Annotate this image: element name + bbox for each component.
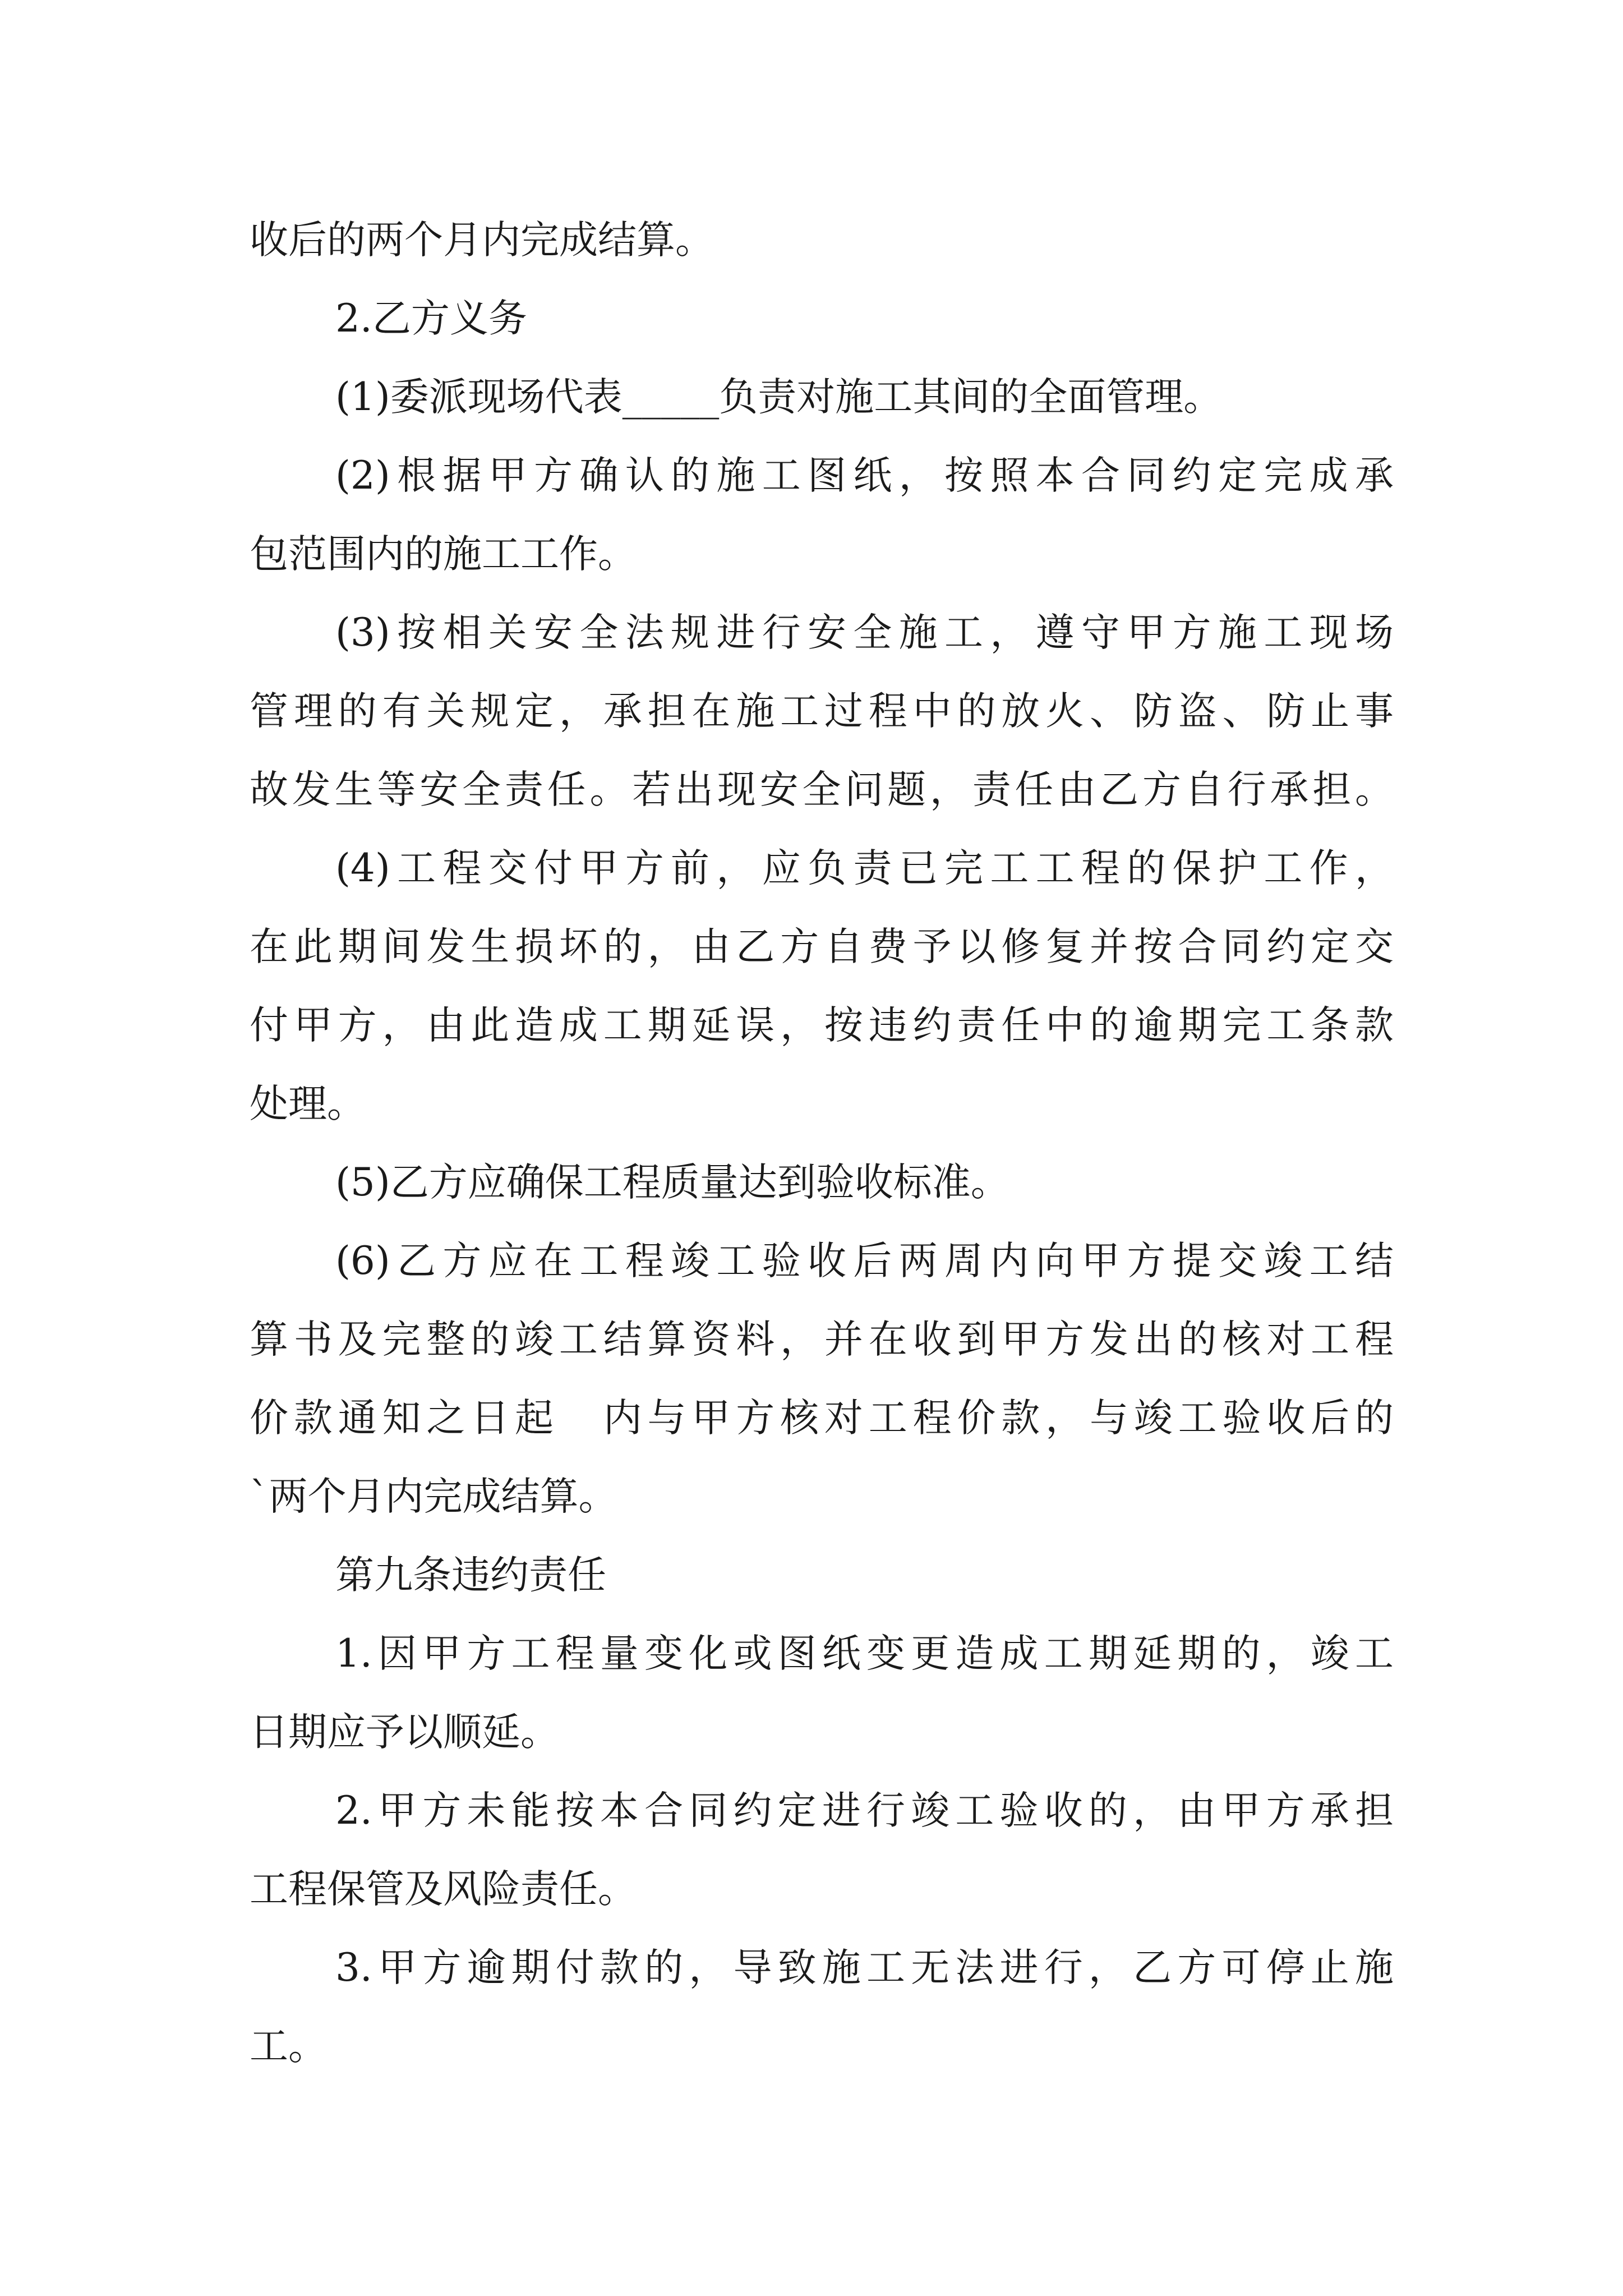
text-line: (1)委派现场代表_____负责对施工其间的全面管理。 — [335, 375, 1223, 420]
text-line: (5)乙方应确保工程质量达到验收标准。 — [335, 1160, 1009, 1205]
text-line: 工。 — [250, 2024, 327, 2069]
text-line: 3.甲方逾期付款的，导致施工无法进行，乙方可停止施 — [335, 1945, 1394, 1990]
text-line: 包范围内的施工工作。 — [250, 532, 637, 577]
text-line: 管理的有关规定，承担在施工过程中的放火、防盗、防止事 — [250, 689, 1394, 734]
text-line: 1.因甲方工程量变化或图纸变更造成工期延期的，竣工 — [335, 1631, 1394, 1676]
text-line: 付甲方，由此造成工期延误，按违约责任中的逾期完工条款 — [250, 1003, 1394, 1048]
text-line: 日期应予以顺延。 — [250, 1710, 559, 1755]
text-line: 在此期间发生损坏的，由乙方自费予以修复并按合同约定交 — [250, 924, 1394, 969]
section-heading: 2.乙方义务 — [335, 296, 527, 341]
text-line: 故发生等安全责任。若出现安全问题，责任由乙方自行承担。 — [250, 767, 1394, 812]
text-line: 处理。 — [250, 1082, 366, 1126]
section-heading: 第九条违约责任 — [335, 1553, 606, 1598]
text-line: 价款通知之日起 内与甲方核对工程价款，与竣工验收后的 — [250, 1396, 1394, 1441]
text-line: (2)根据甲方确认的施工图纸，按照本合同约定完成承 — [335, 453, 1394, 498]
text-line: 算书及完整的竣工结算资料，并在收到甲方发出的核对工程 — [250, 1317, 1394, 1362]
text-line: 工程保管及风险责任。 — [250, 1867, 637, 1912]
text-line: (3)按相关安全法规进行安全施工，遵守甲方施工现场 — [335, 610, 1394, 655]
text-line: 收后的两个月内完成结算。 — [250, 218, 714, 263]
text-line: (4)工程交付甲方前，应负责已完工工程的保护工作， — [335, 846, 1394, 891]
text-line: 2.甲方未能按本合同约定进行竣工验收的，由甲方承担 — [335, 1788, 1394, 1833]
text-line: (6)乙方应在工程竣工验收后两周内向甲方提交竣工结 — [335, 1239, 1394, 1283]
text-line: `两个月内完成结算。 — [250, 1474, 617, 1519]
